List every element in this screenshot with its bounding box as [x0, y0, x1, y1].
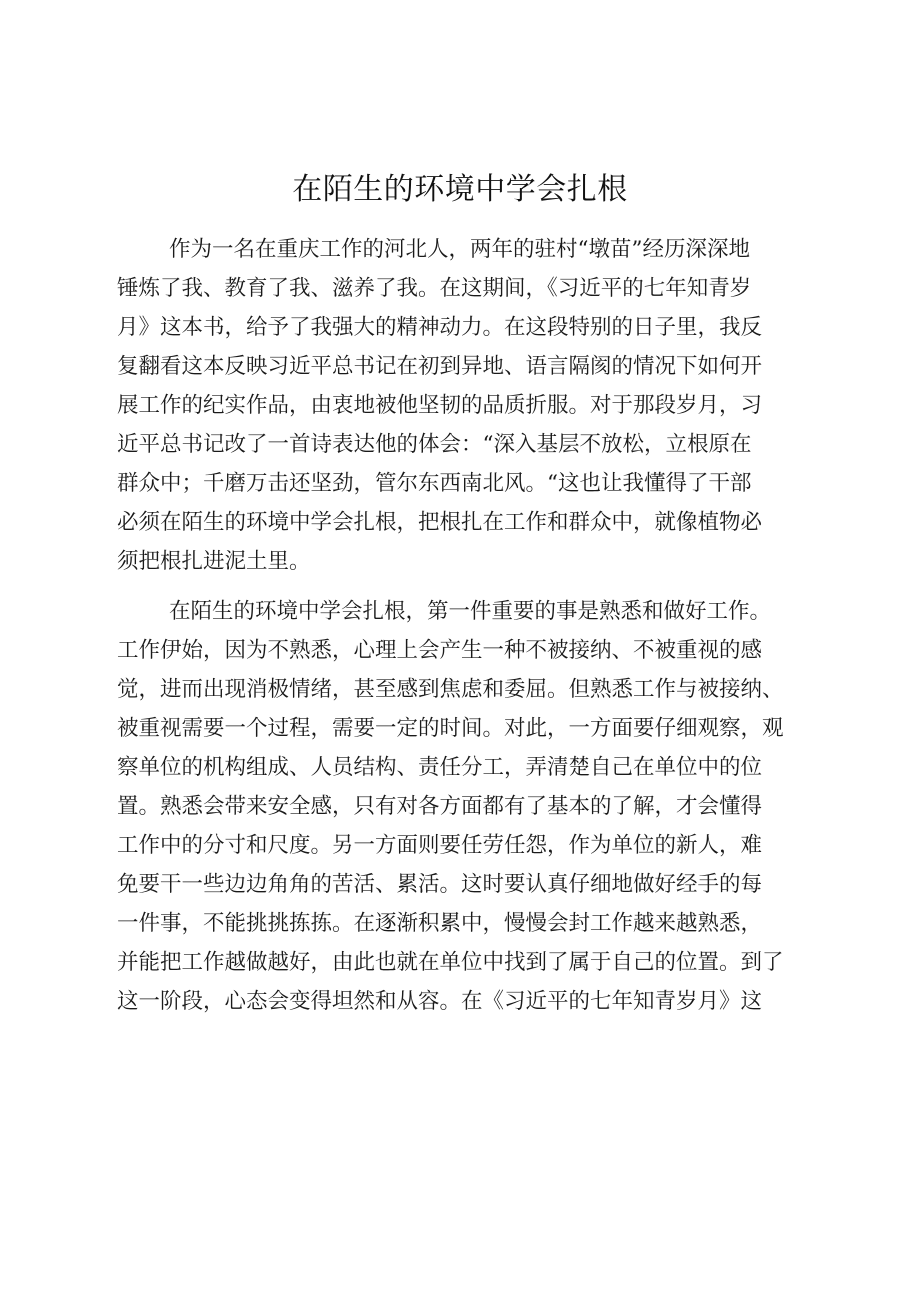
paragraph-line: 作为一名在重庆工作的河北人，两年的驻村“墩苗”经历深深地 — [169, 237, 750, 262]
paragraph-line: 须把根扎进泥土里。 — [117, 549, 311, 574]
paragraph-1 — [117, 230, 817, 581]
paragraph-line: 察单位的机构组成、人员结构、责任分工，弄清楚自己在单位中的位 — [117, 755, 763, 780]
paragraph-line: 展工作的纪实作品，由衷地被他坚韧的品质折服。对于那段岁月，习 — [117, 393, 763, 418]
paragraph-line: 锤炼了我、教育了我、滋养了我。在这期间，《习近平的七年知青岁 — [117, 276, 752, 301]
paragraph-line: 并能把工作越做越好，由此也就在单位中找到了属于自己的位置。到了 — [117, 950, 784, 975]
paragraph-line: 被重视需要一个过程，需要一定的时间。对此，一方面要仔细观察，观 — [117, 716, 784, 741]
paragraph-line: 一件事，不能挑挑拣拣。在逐渐积累中，慢慢会封工作越来越熟悉， — [117, 911, 763, 936]
document-title: 在陌生的环境中学会扎根 — [292, 172, 628, 207]
paragraph-line: 复翻看这本反映习近平总书记在初到异地、语言隔阂的情况下如何开 — [117, 354, 763, 379]
paragraph-line: 月》这本书，给予了我强大的精神动力。在这段特别的日子里，我反 — [117, 315, 763, 340]
paragraph-line: 工作中的分寸和尺度。另一方面则要任劳任怨，作为单位的新人，难 — [117, 833, 763, 858]
paragraph-line: 觉，进而出现消极情绪，甚至感到焦虑和委屈。但熟悉工作与被接纳、 — [117, 677, 784, 702]
paragraph-line: 群众中；千磨万击还坚劲，管尔东西南北风。“这也让我懂得了干部 — [117, 471, 752, 496]
paragraph-line: 这一阶段，心态会变得坦然和从容。在《习近平的七年知青岁月》这 — [117, 989, 763, 1014]
paragraph-line: 工作伊始，因为不熟悉，心理上会产生一种不被接纳、不被重视的感 — [117, 638, 763, 663]
paragraph-line: 必须在陌生的环境中学会扎根，把根扎在工作和群众中，就像植物必 — [117, 510, 763, 535]
paragraph-gap — [117, 581, 817, 592]
paragraph-line: 在陌生的环境中学会扎根，第一件重要的事是熟悉和做好工作。 — [169, 599, 772, 624]
paragraph-2 — [117, 592, 817, 1021]
paragraph-line: 置。熟悉会带来安全感，只有对各方面都有了基本的了解，才会懂得 — [117, 794, 763, 819]
document-body — [117, 230, 817, 1021]
paragraph-line: 近平总书记改了一首诗表达他的体会：“深入基层不放松，立根原在 — [117, 432, 752, 457]
paragraph-line: 免要干一些边边角角的苦活、累活。这时要认真仔细地做好经手的每 — [117, 872, 763, 897]
